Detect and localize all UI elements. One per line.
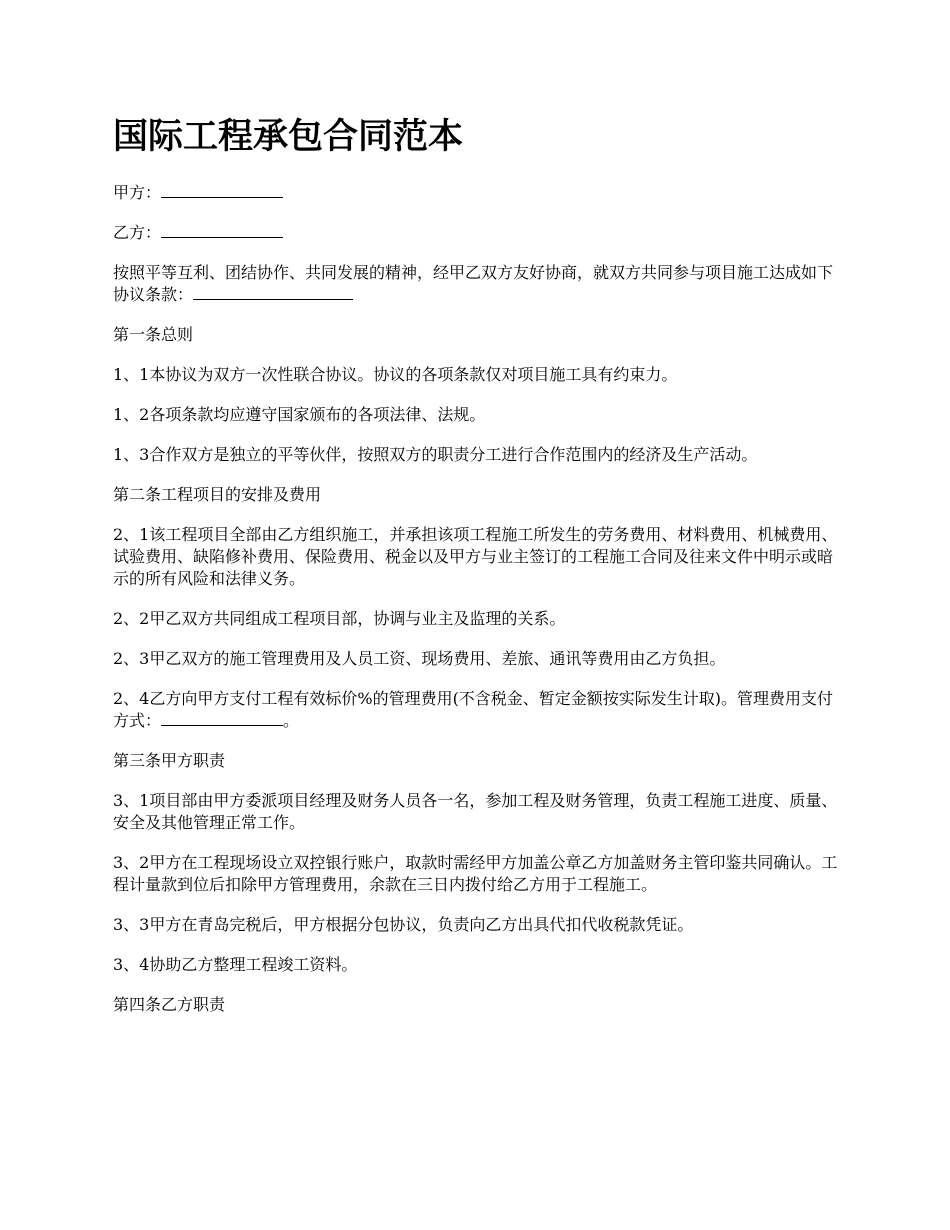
clause-fee [113, 688, 843, 732]
party-b-line [113, 222, 843, 244]
clause: 2、3甲乙双方的施工管理费用及人员工资、现场费用、差旅、通讯等费用由乙方负担。 [113, 649, 726, 668]
preamble-blank [193, 284, 353, 300]
clause: 3、4协助乙方整理工程竣工资料。 [113, 955, 358, 974]
clause: 2、1该工程项目全部由乙方组织施工，并承担该项工程施工所发生的劳务费用、材料费用、机械费用、试验费用、缺陷修补费用、保险费用、税金以及甲方与业主签订的工程施工合同及往来文件中明示或暗示的所有风险和法律义务。 [113, 525, 838, 588]
clause: 1、1本协议为双方一次性联合协议。协议的各项条款仅对项目施工具有约束力。 [113, 365, 678, 384]
party-b-label: 乙方： [113, 223, 162, 242]
preamble [113, 262, 843, 306]
clause: 3、3甲方在青岛完税后，甲方根据分包协议，负责向乙方出具代扣代收税款凭证。 [113, 915, 694, 934]
document-page [113, 112, 843, 1034]
section-heading: 第四条乙方职责 [113, 995, 226, 1014]
clause: 3、2甲方在工程现场设立双控银行账户，取款时需经甲方加盖公章乙方加盖财务主管印鉴共同确认。工程计量款到位后扣除甲方管理费用，余款在三日内拨付给乙方用于工程施工。 [113, 853, 838, 894]
party-b-blank [161, 222, 283, 238]
fee-clause-text: 2、4乙方向甲方支付工程有效标价%的管理费用(不含税金、暂定金额按实际发生计取)。管理费用支付方式： [113, 689, 834, 730]
fee-payment-blank [161, 710, 283, 726]
party-a-label: 甲方： [113, 183, 162, 202]
clause: 2、2甲乙双方共同组成工程项目部，协调与业主及监理的关系。 [113, 609, 566, 628]
section-heading: 第三条甲方职责 [113, 751, 226, 770]
clause: 3、1项目部由甲方委派项目经理及财务人员各一名，参加工程及财务管理，负责工程施工进度、质量、安全及其他管理正常工作。 [113, 791, 838, 832]
clause: 1、3合作双方是独立的平等伙伴，按照双方的职责分工进行合作范围内的经济及生产活动。 [113, 445, 758, 464]
party-a-line [113, 182, 843, 204]
party-a-blank [161, 182, 283, 198]
section-heading: 第二条工程项目的安排及费用 [113, 485, 322, 504]
document-title: 国际工程承包合同范本 [113, 117, 464, 157]
fee-clause-end: 。 [283, 711, 300, 730]
preamble-text: 按照平等互利、团结协作、共同发展的精神，经甲乙双方友好协商，就双方共同参与项目施工达成如下协议条款： [113, 263, 834, 304]
clause: 1、2各项条款均应遵守国家颁布的各项法律、法规。 [113, 405, 486, 424]
section-heading: 第一条总则 [113, 325, 194, 344]
